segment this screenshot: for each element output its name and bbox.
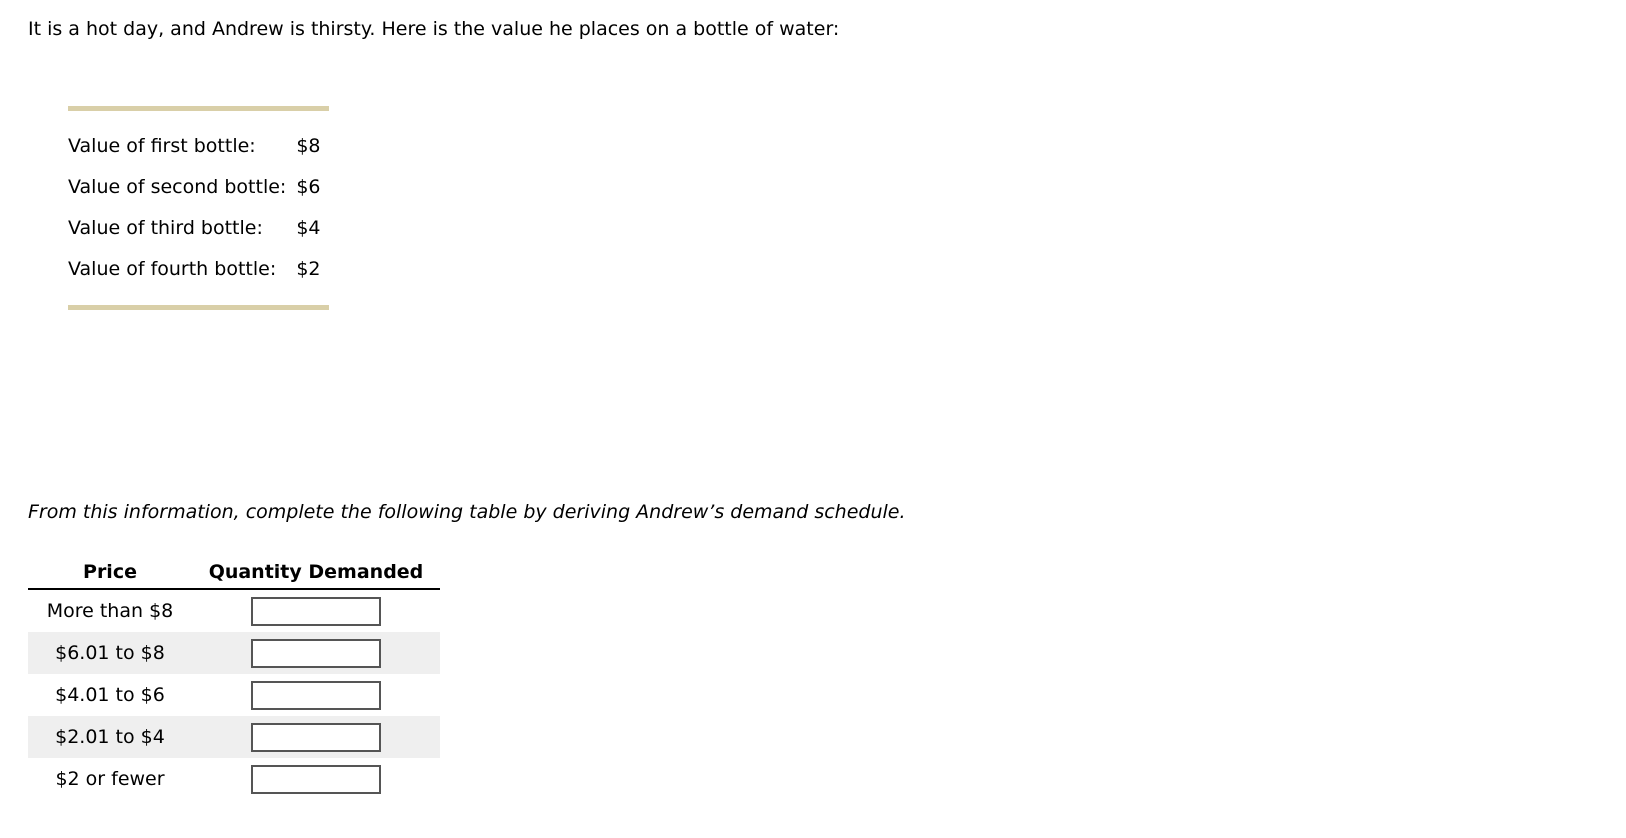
demand-row [28, 758, 440, 800]
instruction-text: From this information, complete the following table by deriving Andrew’s demand schedule. [28, 501, 906, 523]
bottle-value-label: Value of third bottle: [68, 216, 263, 239]
bottle-value-row [68, 248, 321, 289]
quantity-cell [192, 674, 440, 716]
bottle-value-label: Value of second bottle: [68, 175, 287, 198]
price-range-cell: $6.01 to $8 [28, 632, 192, 674]
quantity-column-header: Quantity Demanded [192, 556, 440, 589]
bottle-value-row [68, 207, 321, 248]
quantity-cell [192, 589, 440, 632]
bottle-value-row [68, 125, 321, 166]
quantity-demanded-input[interactable] [251, 723, 381, 752]
bottle-value-row [68, 166, 321, 207]
quantity-demanded-input[interactable] [251, 765, 381, 794]
bottle-values-table [68, 125, 321, 289]
quantity-demanded-input[interactable] [251, 681, 381, 710]
bottle-value-label: Value of fourth bottle: [68, 257, 277, 280]
bottle-value-amount: $6 [296, 175, 321, 198]
quantity-cell [192, 758, 440, 800]
quantity-demanded-input[interactable] [251, 597, 381, 626]
bottle-value-amount: $8 [296, 134, 321, 157]
quantity-cell [192, 632, 440, 674]
bottle-values-box [68, 106, 329, 310]
price-range-cell: More than $8 [46, 600, 174, 622]
demand-row [28, 589, 440, 632]
demand-header-row [28, 556, 440, 589]
bottle-value-label: Value of first bottle: [68, 134, 256, 157]
intro-text: It is a hot day, and Andrew is thirsty. Here is the value he places on a bottle of water: [28, 18, 840, 40]
demand-row [28, 674, 440, 716]
price-range-cell: $2.01 to $4 [28, 716, 192, 758]
bottle-value-amount: $2 [296, 257, 321, 280]
quantity-cell [192, 716, 440, 758]
demand-row [28, 632, 440, 674]
price-range-cell: $4.01 to $6 [55, 684, 165, 706]
demand-row [28, 716, 440, 758]
demand-schedule-table [28, 556, 440, 800]
price-column-header: Price [28, 556, 192, 589]
quantity-demanded-input[interactable] [251, 639, 381, 668]
price-range-cell: $2 or fewer [55, 768, 165, 790]
bottle-value-amount: $4 [296, 216, 321, 239]
